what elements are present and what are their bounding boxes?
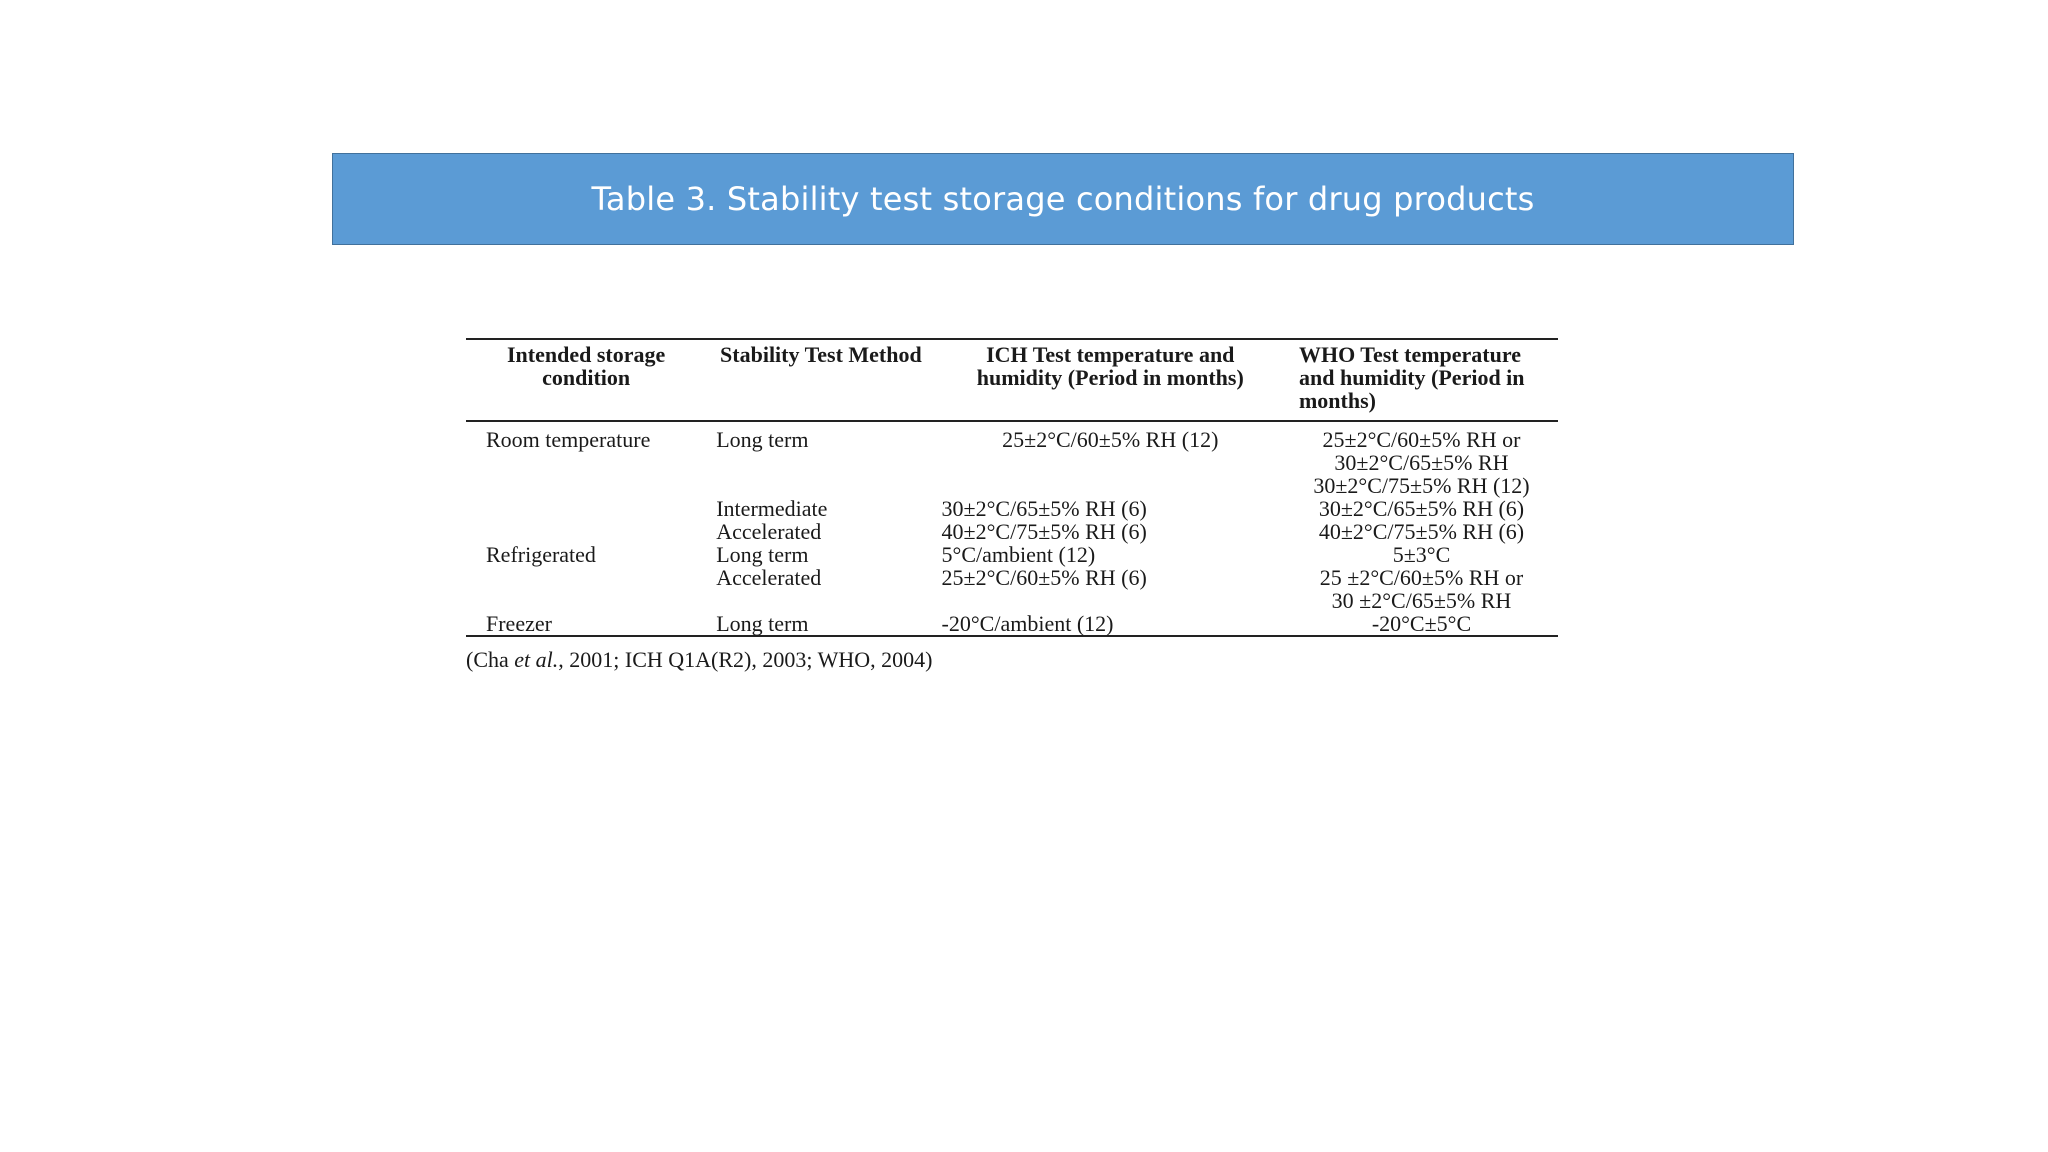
cell-who — [1285, 566, 1558, 612]
caption-prefix: (Cha — [466, 647, 515, 672]
cell-ich: 25±2°C/60±5% RH (6) — [941, 565, 1147, 590]
cell-condition — [466, 497, 706, 520]
table-row — [466, 566, 1558, 612]
cell-method: Accelerated — [716, 565, 822, 590]
header-who-test: WHO Test temperature and humidity (Period in months) — [1298, 342, 1525, 413]
table-source-caption — [466, 647, 1558, 673]
cell-method: Accelerated — [716, 519, 822, 544]
cell-ich: 25±2°C/60±5% RH (12) — [1002, 427, 1219, 452]
who-line: 30±2°C/65±5% RH — [1334, 450, 1509, 475]
cell-who — [1285, 497, 1558, 520]
cell-condition: Freezer — [486, 611, 552, 636]
cell-condition — [466, 520, 706, 543]
cell-ich: 40±2°C/75±5% RH (6) — [941, 519, 1147, 544]
who-line: 5±3°C — [1392, 542, 1451, 567]
caption-italic: et al. — [514, 647, 559, 672]
cell-method: Long term — [716, 542, 809, 567]
table-row — [466, 543, 1558, 566]
who-line: -20°C±5°C — [1371, 611, 1472, 636]
cell-condition: Refrigerated — [486, 542, 596, 567]
cell-ich: 30±2°C/65±5% RH (6) — [941, 496, 1147, 521]
cell-condition — [466, 566, 706, 612]
table-row — [466, 497, 1558, 520]
title-banner — [332, 153, 1794, 245]
who-line: 30±2°C/75±5% RH (12) — [1313, 473, 1530, 498]
header-ich-test: ICH Test temperature and humidity (Period in months) — [976, 342, 1244, 390]
table-header-row — [466, 339, 1558, 421]
who-line: 25 ±2°C/60±5% RH or — [1319, 565, 1524, 590]
caption-suffix: , 2001; ICH Q1A(R2), 2003; WHO, 2004) — [558, 647, 933, 672]
table-row — [466, 421, 1558, 497]
who-line: 30±2°C/65±5% RH (6) — [1318, 496, 1525, 521]
cell-method: Long term — [716, 427, 809, 452]
table-row — [466, 520, 1558, 543]
header-intended-storage: Intended storage condition — [506, 342, 666, 390]
cell-condition: Room temperature — [486, 427, 651, 452]
stability-table-container — [466, 338, 1558, 673]
who-line: 40±2°C/75±5% RH (6) — [1318, 519, 1525, 544]
cell-who — [1285, 520, 1558, 543]
table-row — [466, 612, 1558, 636]
cell-who — [1285, 421, 1558, 497]
header-test-method: Stability Test Method — [720, 342, 922, 367]
cell-ich: -20°C/ambient (12) — [941, 611, 1114, 636]
stability-table — [466, 338, 1558, 637]
cell-method: Long term — [716, 611, 809, 636]
who-line: 25±2°C/60±5% RH or — [1322, 427, 1521, 452]
cell-method: Intermediate — [716, 496, 828, 521]
cell-ich: 5°C/ambient (12) — [941, 542, 1096, 567]
page-title: Table 3. Stability test storage conditions for drug products — [591, 180, 1535, 218]
cell-who — [1285, 543, 1558, 566]
cell-who — [1285, 612, 1558, 636]
who-line: 30 ±2°C/65±5% RH — [1331, 588, 1512, 613]
